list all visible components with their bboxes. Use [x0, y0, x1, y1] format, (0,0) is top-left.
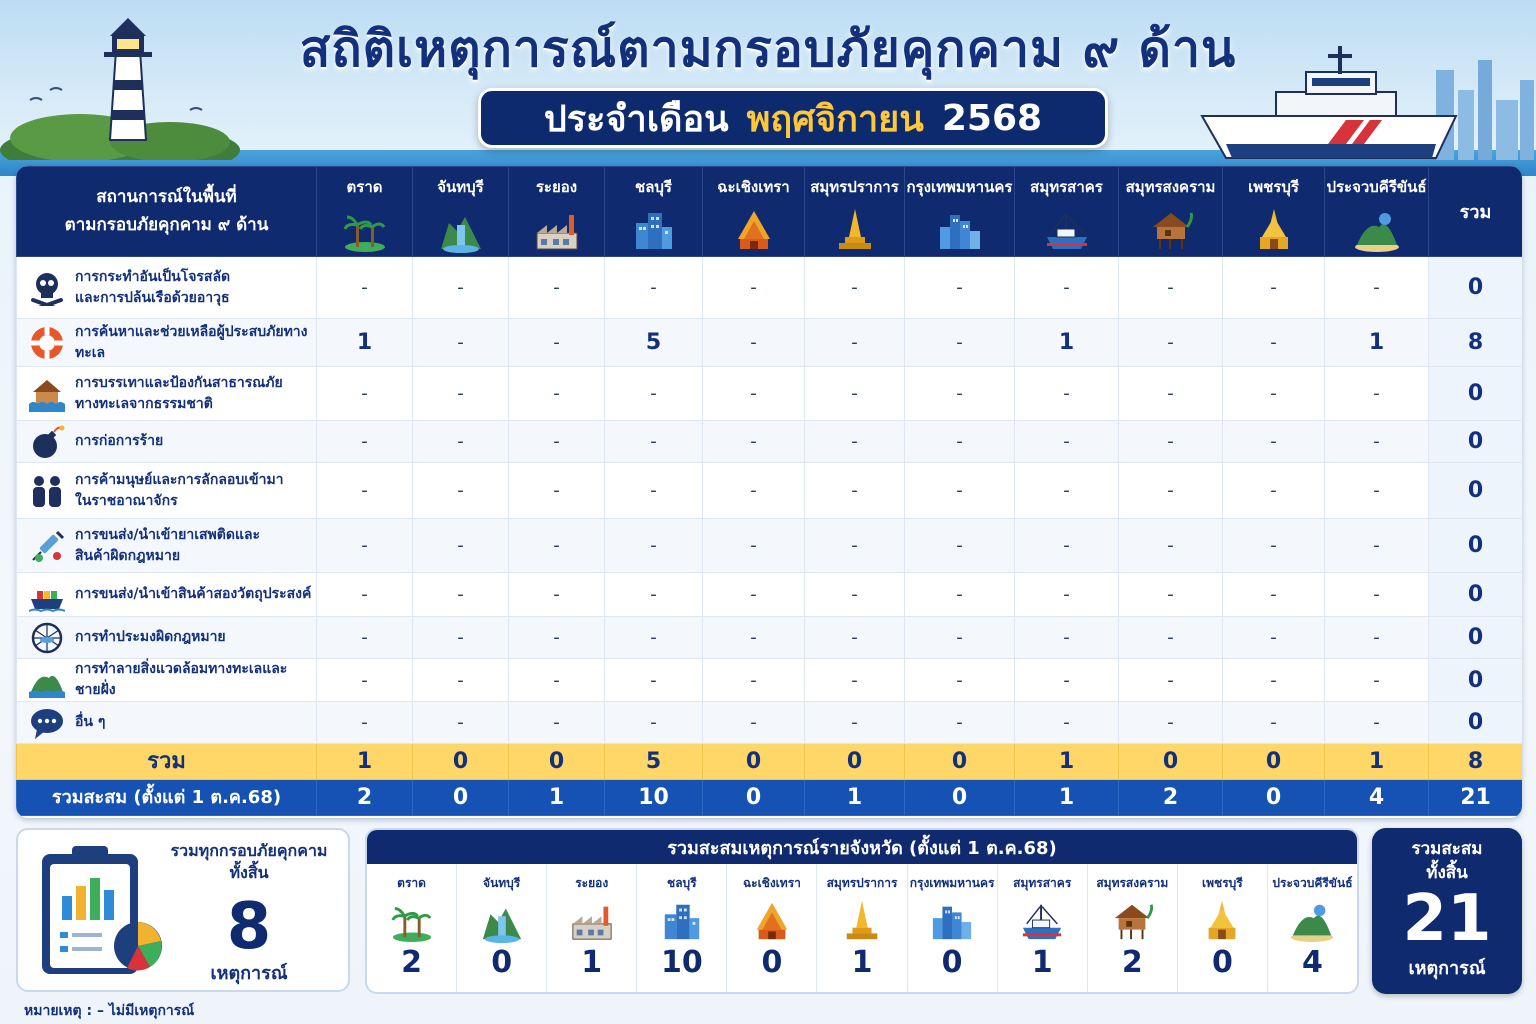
incident-count-cell: - [1119, 519, 1223, 573]
incident-count-cell: - [805, 617, 905, 659]
total-column-header: รวม [1429, 167, 1523, 257]
province-cumulative-cell [637, 864, 727, 994]
incident-count-cell: - [703, 519, 805, 573]
temple-icon [730, 207, 778, 253]
province-cumulative-cell [908, 864, 998, 994]
incident-count-cell: - [905, 702, 1015, 744]
incident-count-cell: - [1223, 463, 1325, 519]
table-header-row [17, 167, 1523, 257]
incident-count-cell: - [1325, 702, 1429, 744]
province-name: กรุงเทพมหานคร [909, 876, 995, 890]
province-name: สมุทรสงคราม [1096, 876, 1169, 890]
province-name: ระยอง [575, 876, 609, 890]
threat-category-label: การบรรเทาและป้องกันสาธารณภัย [75, 374, 283, 391]
incident-count-cell: - [509, 573, 605, 617]
incident-count-cell: 1 [1325, 319, 1429, 367]
waterfall-icon [437, 207, 485, 253]
threat-category-cell [17, 421, 317, 463]
incident-count-cell: - [1119, 367, 1223, 421]
incident-count-cell: - [1325, 573, 1429, 617]
table-row [17, 702, 1523, 744]
threat-category-label-line2: ทางทะเลจากธรรมชาติ [75, 395, 213, 412]
incident-count-cell: - [703, 617, 805, 659]
incident-count-cell: - [805, 659, 905, 702]
province-cumulative-cell [1268, 864, 1357, 994]
incident-count-cell: - [1119, 319, 1223, 367]
incident-count-cell: 5 [605, 319, 703, 367]
incident-count-cell: - [1325, 257, 1429, 319]
incident-count-cell: - [905, 573, 1015, 617]
factory-icon [568, 899, 616, 943]
incident-count-cell: - [1015, 573, 1119, 617]
incident-count-cell: - [1119, 617, 1223, 659]
incident-count-cell: - [413, 702, 509, 744]
incident-count-cell: - [1325, 421, 1429, 463]
table-row [17, 319, 1523, 367]
province-name: ฉะเชิงเทรา [717, 178, 790, 196]
province-name: สมุทรปราการ [810, 178, 899, 196]
incident-count-cell: - [605, 659, 703, 702]
threat-category-cell [17, 519, 317, 573]
incident-count-cell: - [509, 659, 605, 702]
palm-island-icon [388, 899, 436, 943]
incident-count-cell: - [317, 573, 413, 617]
province-name: สมุทรสาคร [1013, 876, 1072, 890]
province-name: เพชรบุรี [1248, 178, 1299, 196]
incident-count-cell: - [1015, 463, 1119, 519]
pagoda-icon [838, 899, 886, 943]
province-cumulative-value: 1 [581, 945, 603, 980]
province-name: จันทบุรี [483, 876, 521, 890]
province-column-header [1015, 167, 1119, 257]
cumulative-sum-row-cell: 2 [1119, 780, 1223, 816]
incident-count-cell: - [317, 659, 413, 702]
cumulative-by-province-panel [365, 828, 1359, 994]
province-column-header [509, 167, 605, 257]
incident-count-cell: - [317, 617, 413, 659]
incident-count-cell: 1 [1015, 319, 1119, 367]
monthly-sum-row-cell: 0 [1119, 744, 1223, 780]
province-cumulative-cell [817, 864, 907, 994]
cumulative-sum-row-cell: 1 [1015, 780, 1119, 816]
cumulative-sum-row-cell: 0 [703, 780, 805, 816]
incident-count-cell: - [605, 421, 703, 463]
incident-count-cell: - [805, 367, 905, 421]
province-name: ระยอง [535, 178, 578, 196]
threat-category-cell [17, 463, 317, 519]
incident-count-cell: - [317, 463, 413, 519]
month-banner [478, 88, 1108, 148]
province-column-header [1223, 167, 1325, 257]
threat-statistics-table [16, 166, 1522, 818]
incident-count-cell: - [703, 319, 805, 367]
threat-category-cell [17, 702, 317, 744]
incident-count-cell: - [1223, 702, 1325, 744]
pagoda-icon [831, 207, 879, 253]
cargo-ship-icon [29, 577, 65, 613]
city-buildings-icon [630, 207, 678, 253]
table-row [17, 367, 1523, 421]
page-title: สถิติเหตุการณ์ตามกรอบภัยคุกคาม ๙ ด้าน [299, 20, 1237, 78]
incident-count-cell: - [605, 617, 703, 659]
province-name: สมุทรสาคร [1030, 178, 1103, 196]
incident-count-cell: - [905, 659, 1015, 702]
incident-count-cell: - [413, 519, 509, 573]
province-name: กรุงเทพมหานคร [906, 178, 1013, 196]
footnote: หมายเหตุ : – ไม่มีเหตุการณ์ [24, 1003, 195, 1019]
province-name: สมุทรปราการ [826, 876, 898, 890]
incident-count-cell: - [703, 257, 805, 319]
city-buildings-icon [658, 899, 706, 943]
incident-count-cell: - [1223, 319, 1325, 367]
cumulative-sum-row-total: 21 [1429, 780, 1523, 816]
threat-category-label: การค้นหาและช่วยเหลือผู้ประสบภัยทางทะเล [75, 323, 308, 361]
incident-count-cell: - [805, 519, 905, 573]
threat-category-cell [17, 367, 317, 421]
table-row [17, 257, 1523, 319]
province-column-header [413, 167, 509, 257]
province-cumulative-cell [547, 864, 637, 994]
incident-count-cell: - [605, 519, 703, 573]
coastal-hill-icon [1288, 899, 1336, 943]
province-cumulative-value: 2 [401, 945, 422, 980]
incident-count-cell: - [413, 573, 509, 617]
monthly-sum-row-cell: 5 [605, 744, 703, 780]
incident-count-cell: - [1223, 421, 1325, 463]
incident-count-cell: - [1119, 573, 1223, 617]
monthly-sum-row-cell: 1 [1325, 744, 1429, 780]
incident-count-cell: - [703, 659, 805, 702]
province-cumulative-value: 0 [491, 945, 513, 980]
table-row [17, 659, 1523, 702]
threat-category-cell [17, 573, 317, 617]
incident-count-cell: - [413, 319, 509, 367]
incident-count-cell: - [1325, 659, 1429, 702]
province-cumulative-value: 10 [660, 945, 703, 980]
lifebuoy-icon [29, 325, 65, 361]
fishing-net-icon [29, 620, 65, 656]
cumulative-total-unit: เหตุการณ์ [1408, 957, 1486, 979]
incident-count-cell: - [317, 257, 413, 319]
incident-count-cell: - [605, 702, 703, 744]
monthly-sum-row-total: 8 [1429, 744, 1523, 780]
threat-category-label-line2: และการปล้นเรือด้วยอาวุธ [75, 289, 230, 306]
monthly-sum-row-cell: 0 [905, 744, 1015, 780]
province-name: ประจวบคีรีขันธ์ [1272, 876, 1353, 890]
province-name: ตราด [397, 876, 426, 890]
incident-count-cell: 1 [317, 319, 413, 367]
incident-count-cell: - [317, 421, 413, 463]
threat-category-label-line2: สินค้าผิดกฎหมาย [75, 547, 181, 564]
incident-count-cell: - [509, 463, 605, 519]
table-row [17, 421, 1523, 463]
incident-count-cell: - [605, 573, 703, 617]
threat-category-label: การกระทำอันเป็นโจรสลัด [75, 268, 231, 285]
incident-count-cell: - [1119, 463, 1223, 519]
row-total-cell: 0 [1429, 367, 1523, 421]
incident-count-cell: - [509, 319, 605, 367]
cumulative-sum-row-cell: 1 [509, 780, 605, 816]
incident-count-cell: - [1325, 617, 1429, 659]
cumulative-sum-row-cell: 1 [805, 780, 905, 816]
threat-category-cell [17, 659, 317, 702]
province-name: ฉะเชิงเทรา [742, 876, 801, 890]
row-total-cell: 0 [1429, 421, 1523, 463]
monthly-total-panel [16, 828, 350, 992]
skull-crossbones-icon [29, 270, 65, 306]
incident-count-cell: - [703, 463, 805, 519]
incident-count-cell: - [905, 421, 1015, 463]
incident-count-cell: - [1325, 463, 1429, 519]
table-row [17, 617, 1523, 659]
cumulative-sum-row-cell: 0 [905, 780, 1015, 816]
report-clipboard-icon [32, 842, 166, 982]
incident-count-cell: - [509, 421, 605, 463]
coast-island-icon [29, 662, 65, 698]
row-total-cell: 0 [1429, 659, 1523, 702]
province-cumulative-cell [727, 864, 817, 994]
table-row [17, 573, 1523, 617]
province-name: ประจวบคีรีขันธ์ [1326, 178, 1427, 196]
cumulative-sum-row-cell: 0 [413, 780, 509, 816]
syringe-icon [29, 528, 65, 564]
cumulative-total-panel [1372, 828, 1522, 994]
incident-count-cell: - [317, 367, 413, 421]
skyline-icon [928, 899, 976, 943]
monthly-sum-row-cell: 1 [1015, 744, 1119, 780]
row-total-cell: 0 [1429, 702, 1523, 744]
incident-count-cell: - [1015, 702, 1119, 744]
incident-count-cell: - [905, 319, 1015, 367]
cumulative-total-value: 21 [1402, 881, 1492, 956]
province-cumulative-cell [457, 864, 547, 994]
table-row [17, 519, 1523, 573]
incident-count-cell: - [1015, 519, 1119, 573]
row-total-cell: 0 [1429, 617, 1523, 659]
threat-category-label-line2: ในราชอาณาจักร [75, 492, 178, 509]
incident-count-cell: - [703, 573, 805, 617]
monthly-sum-row-cell: 0 [509, 744, 605, 780]
province-column-header [317, 167, 413, 257]
row-total-cell: 0 [1429, 463, 1523, 519]
incident-count-cell: - [509, 257, 605, 319]
incident-count-cell: - [1325, 519, 1429, 573]
incident-count-cell: - [805, 702, 905, 744]
cumulative-sum-row-label: รวมสะสม (ตั้งแต่ 1 ต.ค.68) [17, 780, 317, 816]
bomb-icon [29, 424, 65, 460]
incident-count-cell: - [413, 463, 509, 519]
incident-count-cell: - [1015, 659, 1119, 702]
fishing-boat-icon [1018, 899, 1066, 943]
incident-count-cell: - [1015, 257, 1119, 319]
incident-count-cell: - [413, 617, 509, 659]
province-column-header [1119, 167, 1223, 257]
month-label: พฤศจิกายน [746, 98, 924, 140]
year-label: 2568 [941, 97, 1043, 139]
waterfall-icon [478, 899, 526, 943]
monthly-sum-row-cell: 0 [413, 744, 509, 780]
incident-count-cell: - [413, 257, 509, 319]
threat-category-cell [17, 257, 317, 319]
incident-count-cell: - [413, 421, 509, 463]
incident-count-cell: - [413, 659, 509, 702]
threat-category-label: การค้ามนุษย์และการลักลอบเข้ามา [75, 471, 284, 488]
incident-count-cell: - [509, 617, 605, 659]
category-column-header: สถานการณ์ในพื้นที่ ตามกรอบภัยคุกคาม ๙ ด้าน [17, 167, 317, 257]
province-cumulative-value: 4 [1302, 945, 1323, 980]
incident-count-cell: - [1015, 421, 1119, 463]
month-prefix: ประจำเดือน [543, 98, 729, 140]
flooded-house-icon [29, 376, 65, 412]
row-total-cell: 0 [1429, 573, 1523, 617]
province-cumulative-value: 0 [941, 945, 963, 980]
incident-count-cell: - [1223, 617, 1325, 659]
incident-count-cell: - [413, 367, 509, 421]
incident-count-cell: - [317, 702, 413, 744]
threat-category-cell [17, 617, 317, 659]
incident-count-cell: - [1119, 421, 1223, 463]
province-cumulative-value: 2 [1121, 945, 1143, 980]
threat-category-label: การทำประมงผิดกฎหมาย [75, 629, 226, 645]
incident-count-cell: - [1015, 617, 1119, 659]
monthly-sum-row-cell: 0 [1223, 744, 1325, 780]
skyline-icon [936, 207, 984, 253]
monthly-total-unit: เหตุการณ์ [210, 963, 288, 984]
incident-count-cell: - [805, 257, 905, 319]
temple-icon [748, 899, 796, 943]
province-name: เพชรบุรี [1202, 876, 1243, 890]
incident-count-cell: - [905, 617, 1015, 659]
incident-count-cell: - [805, 319, 905, 367]
row-total-cell: 8 [1429, 319, 1523, 367]
cumulative-sum-row-cell: 10 [605, 780, 703, 816]
cumulative-sum-row [17, 780, 1523, 816]
monthly-sum-row-cell: 0 [805, 744, 905, 780]
province-column-header [1325, 167, 1429, 257]
province-column-header [703, 167, 805, 257]
incident-count-cell: - [703, 367, 805, 421]
cumulative-sum-row-cell: 2 [317, 780, 413, 816]
province-column-header [605, 167, 703, 257]
incident-count-cell: - [703, 702, 805, 744]
province-cumulative-cell [367, 864, 457, 994]
province-cumulative-value: 1 [851, 945, 873, 980]
province-column-header [805, 167, 905, 257]
threat-category-label: การทำลายสิ่งแวดล้อมทางทะเลและชายฝั่ง [75, 661, 288, 698]
monthly-sum-row-label: รวม [17, 744, 317, 780]
palm-island-icon [341, 207, 389, 253]
row-total-cell: 0 [1429, 519, 1523, 573]
incident-count-cell: - [605, 463, 703, 519]
threat-category-cell [17, 319, 317, 367]
incident-count-cell: - [1325, 367, 1429, 421]
people-icon [29, 473, 65, 509]
province-cumulative-cell [1178, 864, 1268, 994]
incident-count-cell: - [1223, 659, 1325, 702]
threat-category-label: การขนส่ง/นำเข้ายาเสพติดและ [75, 526, 261, 543]
incident-count-cell: - [703, 421, 805, 463]
province-cumulative-value: 1 [1031, 945, 1053, 980]
cumulative-sum-row-cell: 4 [1325, 780, 1429, 816]
threat-category-label: การขนส่ง/นำเข้าสินค้าสองวัตถุประสงค์ [75, 586, 312, 602]
incident-count-cell: - [1015, 367, 1119, 421]
monthly-sum-row-cell: 1 [317, 744, 413, 780]
coastal-hill-icon [1353, 207, 1401, 253]
monthly-total-value: 8 [226, 890, 272, 964]
fishing-boat-icon [1043, 207, 1091, 253]
province-name: ชลบุรี [635, 178, 672, 196]
incident-count-cell: - [805, 463, 905, 519]
province-cumulative-cell [998, 864, 1088, 994]
palace-icon [1198, 899, 1246, 943]
province-column-header [905, 167, 1015, 257]
cumulative-sum-row-cell: 0 [1223, 780, 1325, 816]
cumulative-total-label: รวมสะสม ทั้งสิ้น [1411, 839, 1483, 883]
incident-count-cell: - [509, 519, 605, 573]
incident-count-cell: - [1223, 367, 1325, 421]
incident-count-cell: - [905, 367, 1015, 421]
incident-count-cell: - [805, 573, 905, 617]
speech-bubble-icon [29, 705, 65, 741]
threat-category-label: อื่น ๆ [75, 714, 106, 730]
incident-count-cell: - [1223, 257, 1325, 319]
incident-count-cell: - [605, 367, 703, 421]
factory-icon [533, 207, 581, 253]
stilt-house-icon [1147, 207, 1195, 253]
incident-count-cell: - [509, 367, 605, 421]
incident-count-cell: - [805, 421, 905, 463]
incident-count-cell: - [1119, 659, 1223, 702]
incident-count-cell: - [905, 519, 1015, 573]
province-cumulative-value: 0 [1211, 945, 1233, 980]
incident-count-cell: - [905, 463, 1015, 519]
incident-count-cell: - [905, 257, 1015, 319]
incident-count-cell: - [509, 702, 605, 744]
province-name: ชลบุรี [667, 876, 697, 890]
row-total-cell: 0 [1429, 257, 1523, 319]
province-name: ตราด [346, 178, 383, 196]
incident-count-cell: - [1119, 702, 1223, 744]
monthly-sum-row [17, 744, 1523, 780]
incident-count-cell: - [1119, 257, 1223, 319]
threat-category-label: การก่อการร้าย [75, 433, 164, 449]
incident-count-cell: - [605, 257, 703, 319]
province-cumulative-cell [1088, 864, 1178, 994]
incident-count-cell: - [317, 519, 413, 573]
cumulative-panel-title: รวมสะสมเหตุการณ์รายจังหวัด (ตั้งแต่ 1 ต.ค.68) [367, 830, 1357, 864]
province-name: สมุทรสงคราม [1125, 178, 1216, 196]
province-name: จันทบุรี [437, 178, 484, 196]
province-cumulative-value: 0 [761, 945, 783, 980]
incident-count-cell: - [1223, 519, 1325, 573]
monthly-total-label: รวมทุกกรอบภัยคุกคาม ทั้งสิ้น [170, 841, 328, 883]
stilt-house-icon [1108, 899, 1156, 943]
incident-count-cell: - [1223, 573, 1325, 617]
monthly-sum-row-cell: 0 [703, 744, 805, 780]
palace-icon [1250, 207, 1298, 253]
table-row [17, 463, 1523, 519]
